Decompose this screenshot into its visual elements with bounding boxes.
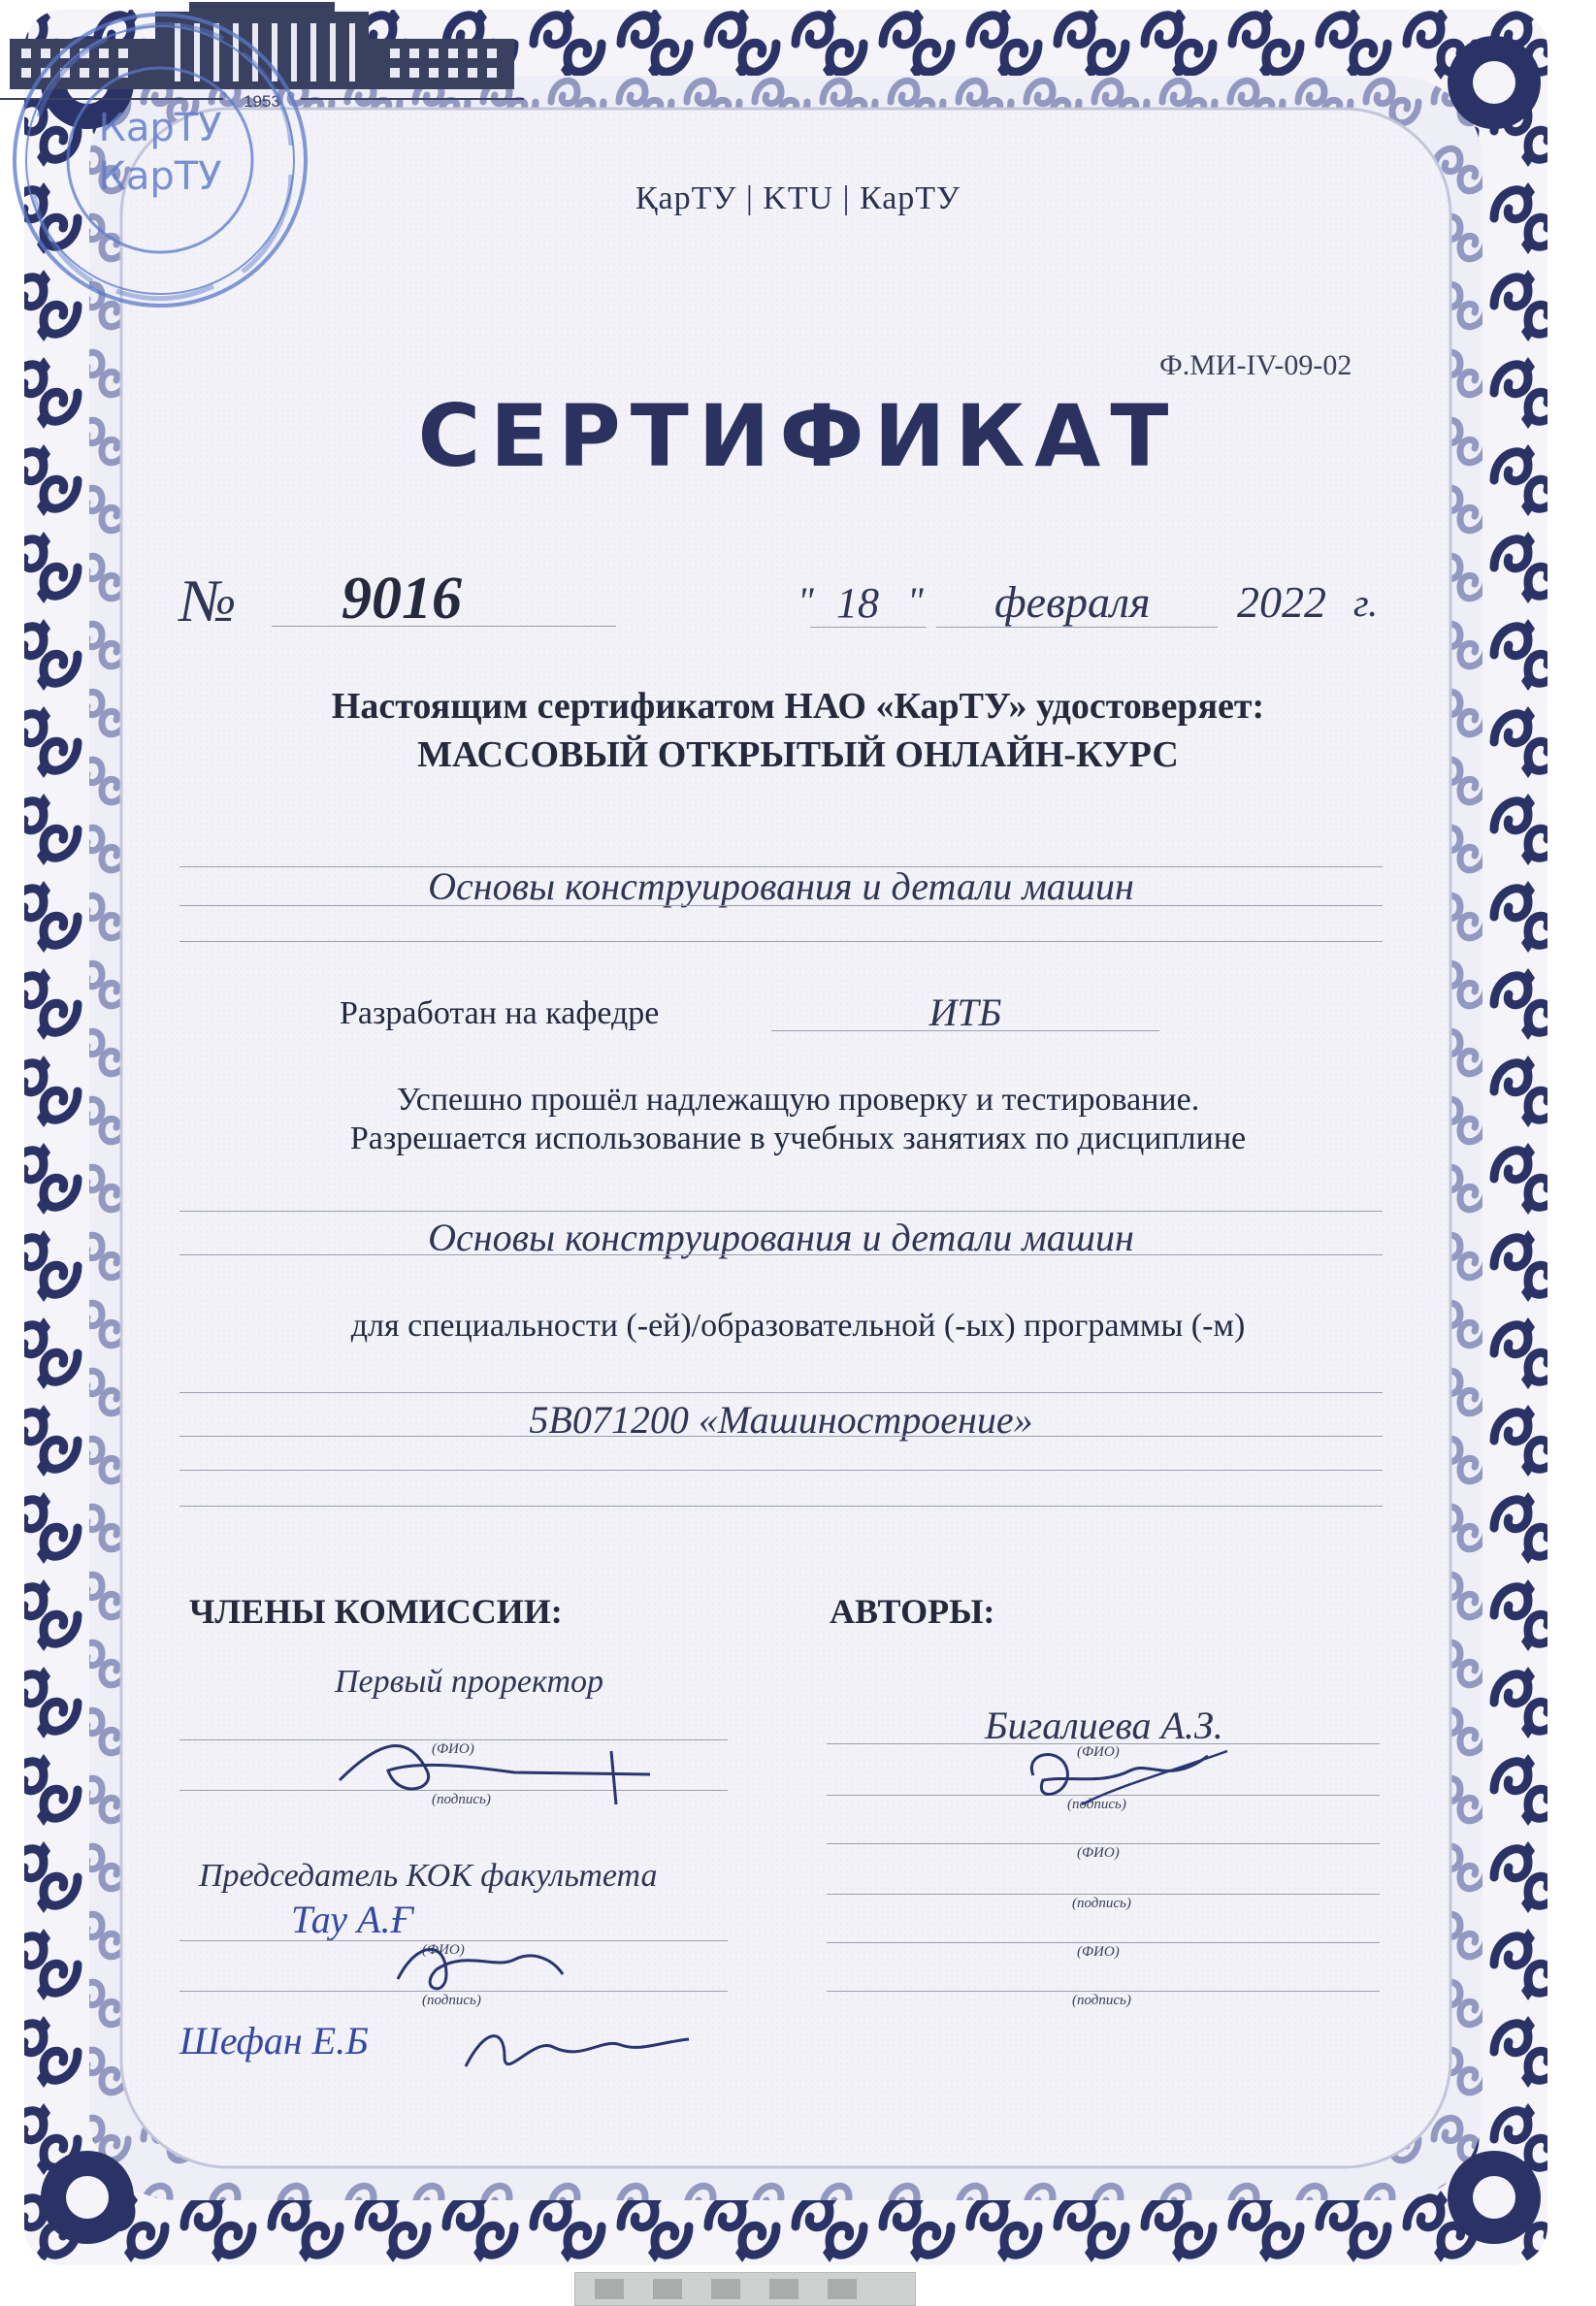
scan-artifact-cell — [711, 2279, 740, 2299]
commission-sign-caption-2: (подпись) — [422, 1993, 481, 2008]
day-close-quote: " — [907, 579, 924, 623]
authors-fio-caption-2: (ФИО) — [1077, 1845, 1120, 1861]
discipline-line-bottom — [179, 1254, 1383, 1255]
intro-line-2: МАССОВЫЙ ОТКРЫТЫЙ ОНЛАЙН-КУРС — [417, 734, 1179, 775]
day-open-quote: " — [798, 579, 814, 623]
course-name: Основы конструирования и детали машин — [428, 864, 1134, 908]
scan-artifact-cell — [828, 2279, 857, 2299]
specialty-value: 5В071200 «Машиностроение» — [529, 1398, 1033, 1442]
course-line-mid — [179, 905, 1383, 906]
signature-commission-chair — [388, 1931, 582, 2008]
authors-heading: АВТОРЫ: — [830, 1592, 995, 1631]
commission-member-3-name: Шефан Е.Б — [179, 2019, 369, 2062]
authors-fio-line-3 — [827, 1942, 1380, 1943]
commission-heading: ЧЛЕНЫ КОМИССИИ: — [189, 1592, 563, 1631]
specialty-line-4 — [179, 1506, 1383, 1507]
university-stamp — [0, 0, 320, 320]
certificate-year: 2022 — [1237, 577, 1326, 627]
scan-artifact-cell — [653, 2279, 682, 2299]
discipline-name: Основы конструирования и детали машин — [428, 1216, 1134, 1259]
authors-fio-caption-1: (ФИО) — [1077, 1744, 1120, 1760]
course-line-bottom — [179, 941, 1383, 942]
authors-sign-line-3 — [827, 1991, 1380, 1992]
certificate-title: СЕРТИФИКАТ — [417, 386, 1179, 486]
commission-member-2-name: Тау А.Ғ — [291, 1898, 413, 1941]
day-underline — [810, 627, 927, 628]
authors-sign-caption-2: (подпись) — [1072, 1896, 1131, 1911]
year-suffix: г. — [1353, 581, 1379, 625]
approval-line-1: Успешно прошёл надлежащую проверку и тестирование. — [396, 1082, 1200, 1118]
certificate-day: 18 — [836, 579, 879, 627]
author-1-name: Бигалиева А.З. — [985, 1704, 1223, 1747]
department-value: ИТБ — [928, 991, 1002, 1034]
authors-sign-caption-1: (подпись) — [1067, 1797, 1126, 1812]
scan-artifact-cell — [769, 2279, 798, 2299]
commission-role-2: Председатель КОК факультета — [199, 1858, 658, 1894]
authors-fio-line-2 — [827, 1843, 1380, 1844]
department-label: Разработан на кафедре — [340, 995, 660, 1031]
authors-sign-caption-3: (подпись) — [1072, 1993, 1131, 2008]
commission-role-1: Первый проректор — [335, 1664, 604, 1700]
authors-fio-caption-3: (ФИО) — [1077, 1944, 1120, 1960]
specialty-line-2 — [179, 1436, 1383, 1437]
specialty-line-1 — [179, 1392, 1383, 1393]
stamp-center-top: КарТУ — [98, 106, 222, 150]
scan-artifact-cell — [595, 2279, 624, 2299]
intro-line-1: Настоящим сертификатом НАО «КарТУ» удостоверяет: — [331, 686, 1265, 727]
month-underline — [936, 627, 1218, 628]
signature-first-prorector — [320, 1712, 679, 1819]
department-underline — [771, 1030, 1159, 1031]
specialty-label: для специальности (-ей)/образовательной (-ых) программы (-м) — [350, 1308, 1246, 1344]
discipline-line-top — [179, 1211, 1383, 1212]
certificate-month: февраля — [994, 577, 1151, 627]
specialty-line-3 — [179, 1470, 1383, 1471]
signature-author-1 — [1014, 1737, 1247, 1824]
number-sign: № — [179, 568, 237, 634]
commission-sign-caption-1: (подпись) — [432, 1792, 491, 1807]
stamp-center-bottom: КарТУ — [98, 154, 222, 199]
form-code: Ф.МИ-IV-09-02 — [1159, 349, 1352, 381]
certificate-number: 9016 — [342, 566, 462, 632]
scan-artifact-strip — [574, 2272, 916, 2306]
university-brand: ҚарТУ | KTU | КарТУ — [635, 180, 961, 216]
commission-fio-caption-1: (ФИО) — [432, 1741, 474, 1757]
authors-sign-line-2 — [827, 1894, 1380, 1895]
commission-fio-caption-2: (ФИО) — [422, 1942, 465, 1958]
founding-year: 1953 — [244, 92, 280, 111]
approval-line-2: Разрешается использование в учебных занятиях по дисциплине — [349, 1121, 1247, 1156]
signature-commission-member-3 — [456, 2008, 699, 2086]
